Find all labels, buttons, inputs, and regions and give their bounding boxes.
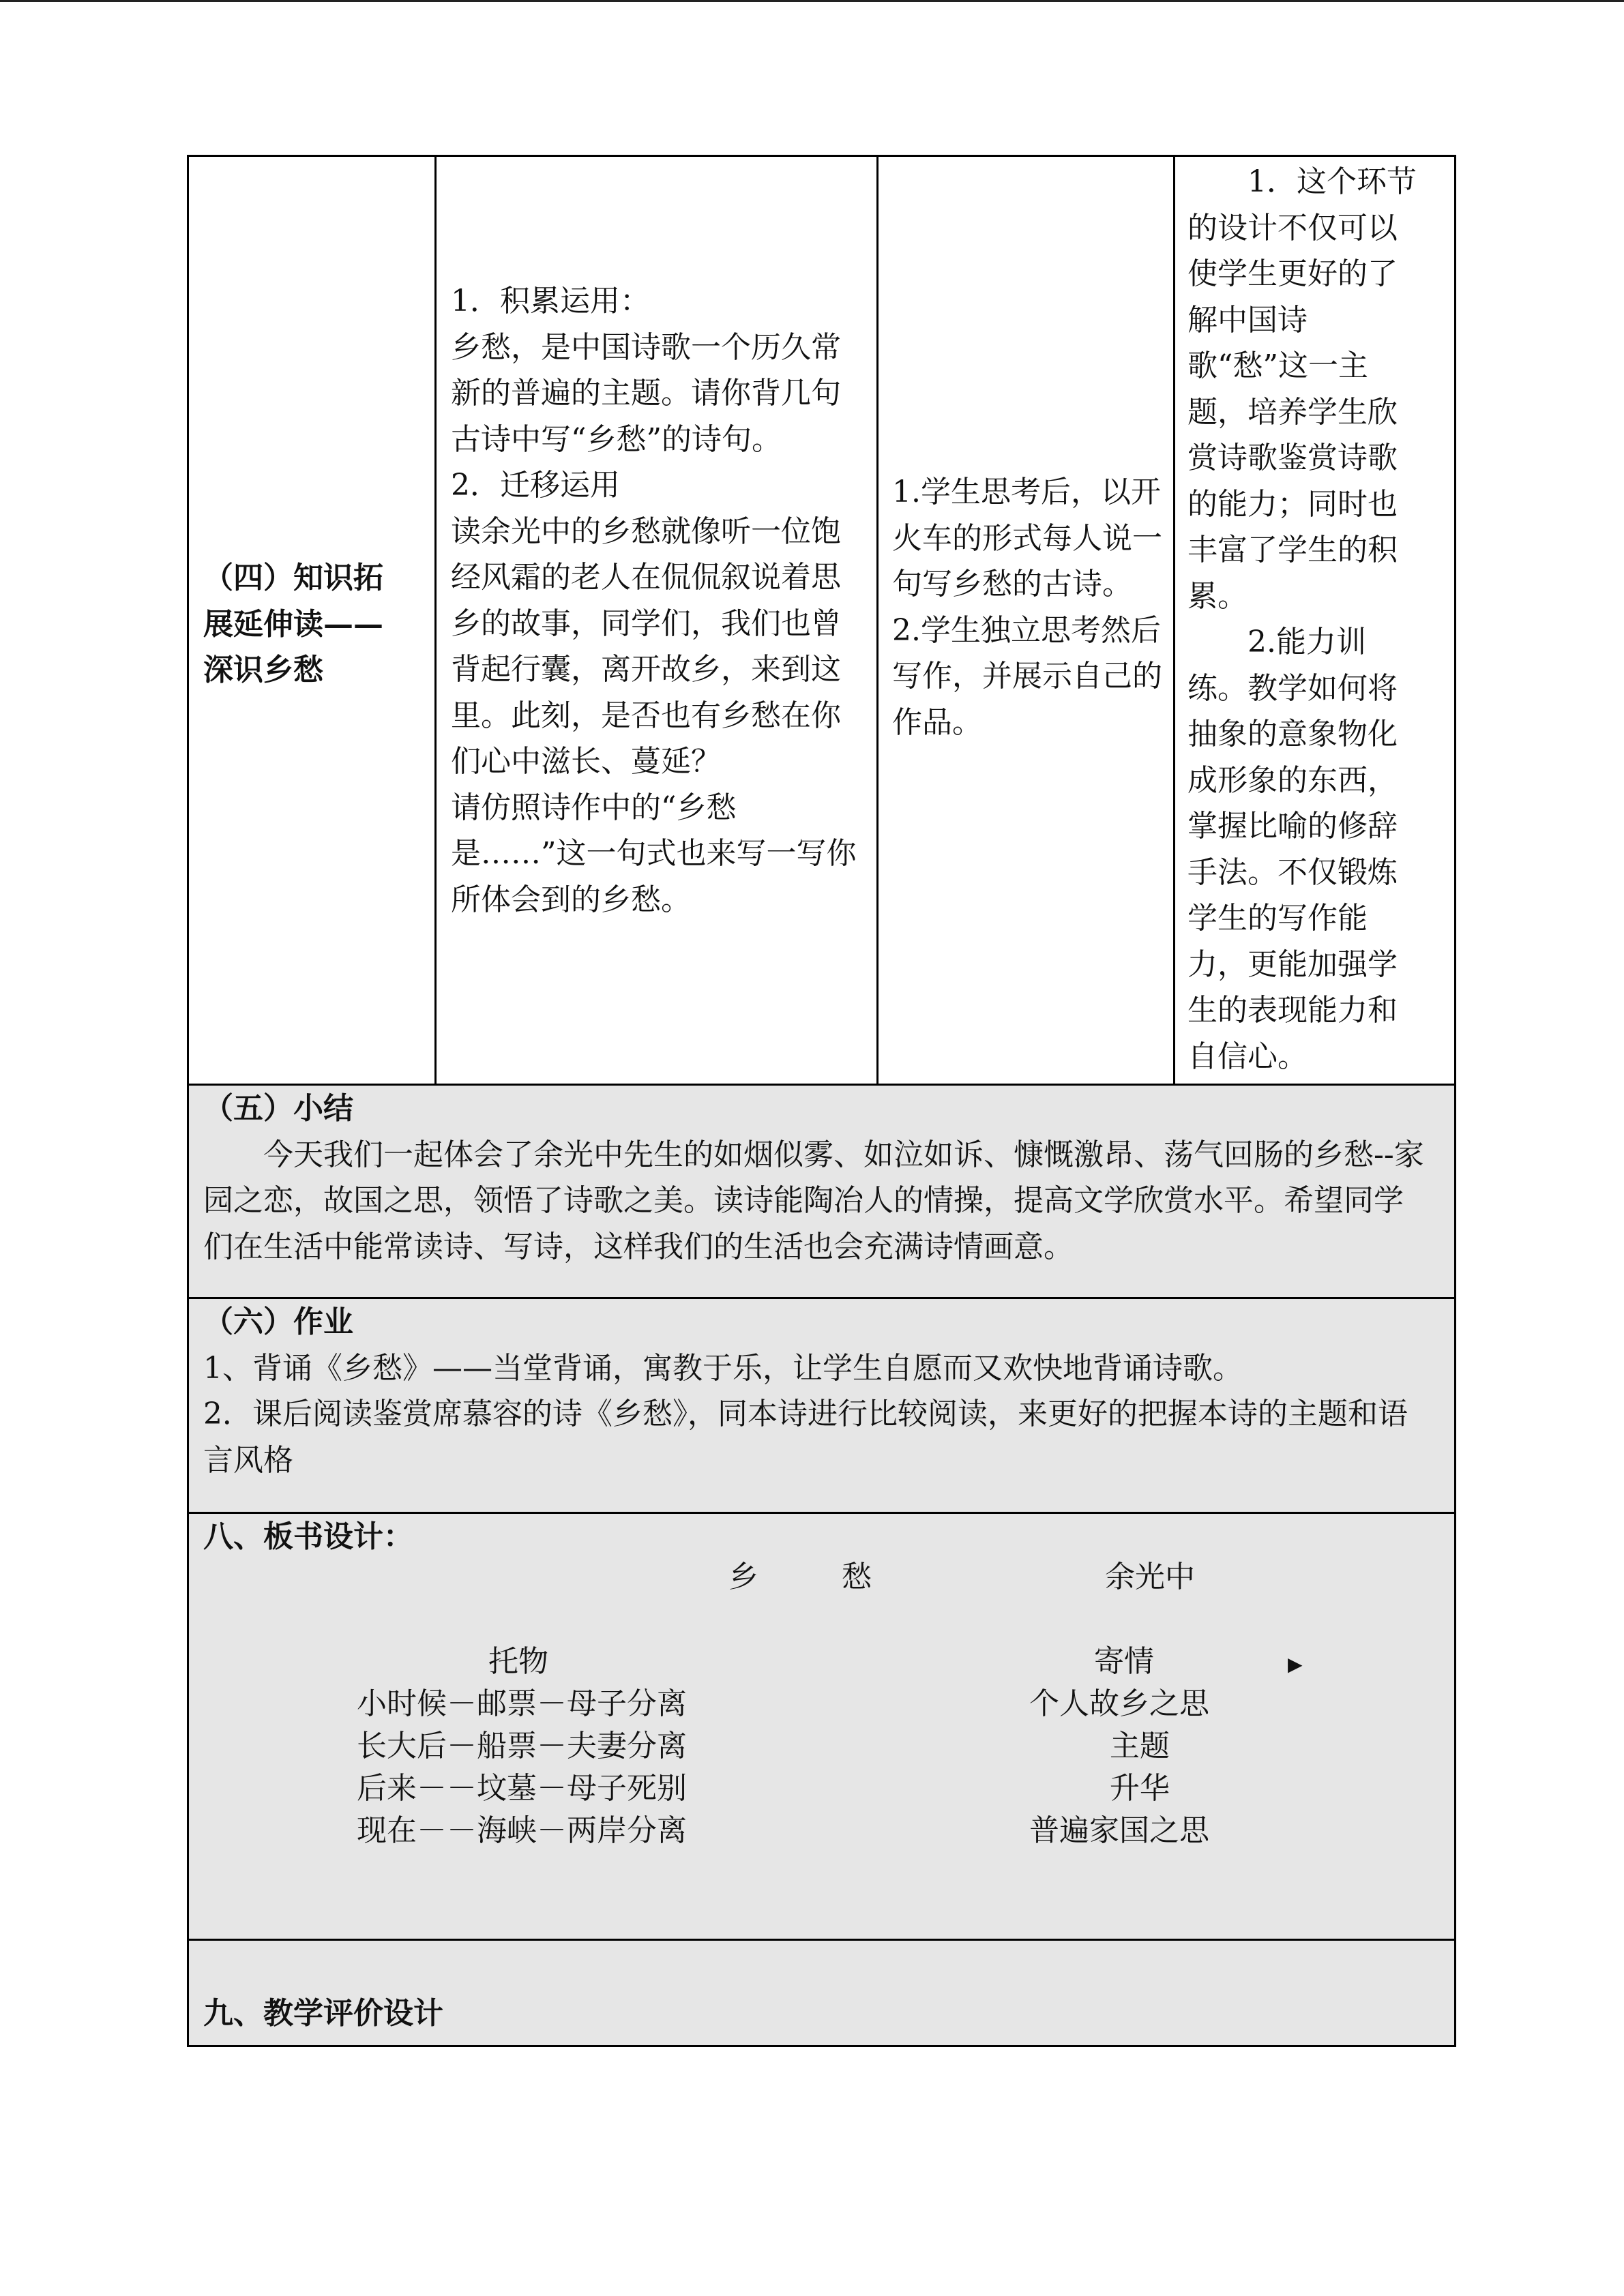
homework-line: 2．课后阅读鉴赏席慕容的诗《乡愁》，同本诗进行比较阅读，来更好的把握本诗的主题和语言风格 bbox=[203, 1397, 1408, 1478]
stage4-title-line: 深识乡愁 bbox=[203, 653, 323, 687]
col-divider-1 bbox=[434, 155, 437, 1085]
board-right-line: 个人故乡之思 bbox=[1029, 1686, 1209, 1721]
board-right-line: 升华 bbox=[1110, 1771, 1170, 1806]
stage4-title-line: 展延伸读—— bbox=[203, 606, 383, 642]
board-arrow-icon: ▶ bbox=[1288, 1653, 1303, 1675]
table-border-left bbox=[187, 155, 189, 2047]
homework-section bbox=[203, 1299, 1431, 1483]
board-poem-title-char: 乡 bbox=[728, 1560, 758, 1594]
table-border-right bbox=[1454, 155, 1456, 2047]
board-title: 八、板书设计： bbox=[203, 1519, 413, 1554]
board-right-line: 主题 bbox=[1110, 1729, 1170, 1763]
student-activity-text: 1.学生思考后，以开火车的形式每人说一句写乡愁的古诗。 2.学生独立思考然后写作，并展示自己的作品。 bbox=[892, 475, 1162, 740]
homework-title: （六）作业 bbox=[203, 1304, 353, 1339]
col-divider-3 bbox=[1173, 155, 1175, 1085]
board-left-line: 现在－－海峡－两岸分离 bbox=[357, 1813, 687, 1848]
summary-title: （五）小结 bbox=[203, 1091, 353, 1126]
design-intent-text: 1．这个环节的设计不仅可以使学生更好的了解中国诗歌“愁”这一主题，培养学生欣赏诗歌鉴赏诗歌的能力；同时也丰富了学生的积累。 2.能力训练。教学如何将抽象的意象物化成形象的东西，掌握比喻的修辞手法。不仅锻炼学生的写作能力，更能加强学生的表现能力和自信心。 bbox=[1187, 164, 1417, 1074]
board-left-header: 托物 bbox=[488, 1644, 548, 1679]
stage4-title bbox=[203, 555, 428, 694]
row-divider-4 bbox=[187, 1939, 1456, 1941]
page-top-border bbox=[0, 0, 1624, 2]
summary-text: 今天我们一起体会了余光中先生的如烟似雾、如泣如诉、慷慨激昂、荡气回肠的乡愁--家园之恋，故国之思，领悟了诗歌之美。读诗能陶冶人的情操，提高文学欣赏水平。希望同学们在生活中能常读诗、写诗，这样我们的生活也会充满诗情画意。 bbox=[203, 1137, 1424, 1264]
stage4-title-line: （四）知识拓 bbox=[203, 561, 383, 595]
summary-section bbox=[203, 1086, 1431, 1270]
board-author: 余光中 bbox=[1105, 1560, 1195, 1594]
board-left-line: 后来－－坟墓－母子死别 bbox=[357, 1771, 687, 1806]
homework-line: 1、背诵《乡愁》——当堂背诵，寓教于乐，让学生自愿而又欢快地背诵诗歌。 bbox=[203, 1350, 1243, 1386]
board-right-line: 普遍家国之思 bbox=[1029, 1813, 1209, 1848]
board-poem-title-char: 愁 bbox=[842, 1560, 872, 1594]
teacher-activity-text: 1．积累运用： 乡愁，是中国诗歌一个历久常新的普遍的主题。请你背几句古诗中写“乡愁”的诗句。 2．迁移运用 读余光中的乡愁就像听一位饱经风霜的老人在侃侃叙说着思乡的故事，同学们，我们也曾背起行囊，离开故乡，来到这里。此刻，是否也有乡愁在你们心中滋长、蔓延？ 请仿照诗作中的“乡愁是……”这一句式也来写一写你所体会到的乡愁。 bbox=[451, 284, 857, 917]
evaluation-title: 九、教学评价设计 bbox=[203, 1996, 443, 2031]
board-left-line: 长大后－船票－夫妻分离 bbox=[357, 1729, 687, 1763]
col-divider-2 bbox=[876, 155, 879, 1085]
board-left-line: 小时候－邮票－母子分离 bbox=[357, 1686, 687, 1721]
table-border-bottom bbox=[187, 2045, 1456, 2047]
table-border-top bbox=[187, 155, 1456, 157]
board-right-header: 寄情 bbox=[1094, 1644, 1154, 1679]
